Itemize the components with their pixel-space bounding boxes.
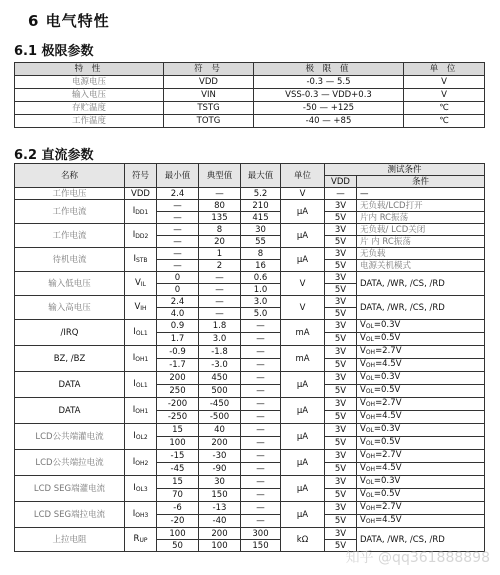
dc-header-vdd: VDD (325, 176, 357, 188)
dc-vdd: 3V (325, 346, 357, 359)
dc-max: — (241, 463, 281, 476)
dc-cond: 无负载/LCD打开 (357, 200, 485, 212)
limits-value: VSS-0.3 — VDD+0.3 (254, 89, 404, 102)
dc-typ: 200 (199, 528, 241, 540)
dc-cond: DATA, /WR, /CS, /RD (357, 272, 485, 296)
dc-min: -0.9 (157, 346, 199, 359)
dc-vdd: 3V (325, 528, 357, 540)
dc-cond: 无负载/ LCD关闭 (357, 224, 485, 236)
limits-row (15, 76, 485, 89)
dc-cond: $V_{OL}=0.3V$ (357, 372, 485, 385)
cond-subscript: OL (365, 375, 374, 382)
symbol-subscript: OH1 (135, 355, 149, 363)
dc-typ: 1 (199, 248, 241, 260)
dc-row (15, 296, 485, 308)
dc-typ: 30 (199, 476, 241, 489)
dc-min: -1.7 (157, 359, 199, 372)
dc-vdd: 5V (325, 333, 357, 346)
dc-vdd: 3V (325, 450, 357, 463)
dc-header-test: 测试条件 (325, 164, 485, 176)
dc-symbol: $I_{OL3}$ (125, 476, 157, 502)
dc-cond: 片 内 RC振荡 (357, 236, 485, 248)
limits-unit: V (404, 76, 485, 89)
cond-subscript: OL (365, 440, 374, 447)
dc-min: 2.4 (157, 188, 199, 200)
dc-vdd: 5V (325, 489, 357, 502)
dc-vdd: 3V (325, 224, 357, 236)
dc-typ: 8 (199, 224, 241, 236)
dc-min: 15 (157, 424, 199, 437)
dc-name: BZ, /BZ (15, 346, 125, 372)
dc-typ: -90 (199, 463, 241, 476)
dc-min: 0 (157, 284, 199, 296)
dc-vdd: 5V (325, 308, 357, 320)
dc-cond: $V_{OL}=0.3V$ (357, 424, 485, 437)
dc-max: 55 (241, 236, 281, 248)
dc-typ: 80 (199, 200, 241, 212)
dc-cond: $V_{OL}=0.5V$ (357, 385, 485, 398)
dc-cond: $V_{OH}=2.7V$ (357, 398, 485, 411)
dc-typ: -3.0 (199, 359, 241, 372)
dc-typ: -1.8 (199, 346, 241, 359)
cond-subscript: OH (365, 453, 376, 460)
symbol-subscript: OH1 (135, 407, 149, 415)
dc-typ: -500 (199, 411, 241, 424)
limits-name: 电源电压 (15, 76, 164, 89)
dc-min: 15 (157, 476, 199, 489)
dc-min: 250 (157, 385, 199, 398)
dc-vdd: 3V (325, 476, 357, 489)
dc-vdd: 3V (325, 424, 357, 437)
dc-max: — (241, 359, 281, 372)
dc-row (15, 224, 485, 236)
dc-unit: μA (281, 224, 325, 248)
dc-header-symbol: 符号 (125, 164, 157, 188)
cond-subscript: OL (365, 427, 374, 434)
cond-subscript: OH (365, 362, 376, 369)
dc-vdd: 3V (325, 200, 357, 212)
dc-vdd: 5V (325, 260, 357, 272)
dc-row (15, 272, 485, 284)
limits-symbol: VIN (164, 89, 254, 102)
dc-vdd: 3V (325, 272, 357, 284)
cond-subscript: OH (365, 505, 376, 512)
dc-min: -250 (157, 411, 199, 424)
dc-max: 300 (241, 528, 281, 540)
limits-unit: V (404, 89, 485, 102)
dc-unit: μA (281, 200, 325, 224)
dc-min: 100 (157, 437, 199, 450)
dc-cond: $V_{OH}=4.5V$ (357, 515, 485, 528)
symbol-subscript: OL1 (135, 381, 148, 389)
dc-min: — (157, 236, 199, 248)
limits-row (15, 89, 485, 102)
dc-cond: $V_{OH}=4.5V$ (357, 463, 485, 476)
dc-cond: $V_{OH}=2.7V$ (357, 346, 485, 359)
dc-cond: $V_{OH}=2.7V$ (357, 502, 485, 515)
dc-symbol: $I_{OH2}$ (125, 450, 157, 476)
dc-cond: — (357, 188, 485, 200)
dc-typ: 3.0 (199, 333, 241, 346)
dc-name: DATA (15, 372, 125, 398)
dc-max: — (241, 450, 281, 463)
dc-max: 0.6 (241, 272, 281, 284)
dc-min: 0.9 (157, 320, 199, 333)
dc-min: 0 (157, 272, 199, 284)
dc-max: — (241, 502, 281, 515)
limits-symbol: TOTG (164, 115, 254, 128)
dc-max: 16 (241, 260, 281, 272)
dc-unit: μA (281, 372, 325, 398)
dc-min: 70 (157, 489, 199, 502)
dc-vdd: 5V (325, 359, 357, 372)
dc-max: — (241, 385, 281, 398)
limits-symbol: TSTG (164, 102, 254, 115)
dc-name: LCD SEG端拉电流 (15, 502, 125, 528)
dc-typ: 100 (199, 540, 241, 552)
dc-typ: -30 (199, 450, 241, 463)
dc-name: 上拉电阻 (15, 528, 125, 552)
symbol-subscript: OL2 (135, 433, 148, 441)
dc-max: 30 (241, 224, 281, 236)
limits-header-cell: 极 限 值 (254, 63, 404, 76)
symbol-subscript: OL3 (135, 485, 148, 493)
dc-typ: 40 (199, 424, 241, 437)
dc-max: 3.0 (241, 296, 281, 308)
dc-unit: μA (281, 248, 325, 272)
dc-table (14, 163, 485, 552)
symbol-subscript: OH3 (135, 511, 149, 519)
dc-max: 1.0 (241, 284, 281, 296)
dc-typ: 500 (199, 385, 241, 398)
dc-vdd: 5V (325, 284, 357, 296)
dc-min: -200 (157, 398, 199, 411)
limits-header-row (15, 63, 485, 76)
dc-cond: $V_{OH}=2.7V$ (357, 450, 485, 463)
dc-min: — (157, 260, 199, 272)
dc-symbol: VDD (125, 188, 157, 200)
dc-row (15, 476, 485, 489)
dc-cond: 片内 RC振荡 (357, 212, 485, 224)
dc-typ: 1.8 (199, 320, 241, 333)
dc-typ: — (199, 188, 241, 200)
symbol-subscript: OL1 (135, 329, 148, 337)
limits-title: 6.1 极限参数 (14, 44, 94, 59)
section-title: 6 电气特性 (28, 12, 110, 30)
symbol-subscript: DD1 (135, 208, 149, 216)
dc-typ: 150 (199, 489, 241, 502)
dc-cond: 无负载 (357, 248, 485, 260)
dc-symbol: $V_{IL}$ (125, 272, 157, 296)
dc-max: — (241, 476, 281, 489)
dc-min: -6 (157, 502, 199, 515)
symbol-subscript: DD2 (135, 232, 149, 240)
dc-min: -15 (157, 450, 199, 463)
dc-unit: μA (281, 424, 325, 450)
watermark: 知乎 @qq361888898 (345, 550, 490, 566)
dc-cond: $V_{OL}=0.3V$ (357, 476, 485, 489)
dc-typ: 2 (199, 260, 241, 272)
dc-vdd: 3V (325, 248, 357, 260)
dc-min: 50 (157, 540, 199, 552)
dc-vdd: 3V (325, 502, 357, 515)
dc-name: LCD公共端灌电流 (15, 424, 125, 450)
dc-max: — (241, 515, 281, 528)
limits-value: -40 — +85 (254, 115, 404, 128)
limits-symbol: VDD (164, 76, 254, 89)
cond-subscript: OH (365, 414, 376, 421)
dc-unit: V (281, 296, 325, 320)
dc-min: — (157, 224, 199, 236)
dc-typ: -13 (199, 502, 241, 515)
dc-header-unit: 单位 (281, 164, 325, 188)
dc-name: 输入低电压 (15, 272, 125, 296)
dc-typ: — (199, 308, 241, 320)
dc-symbol: $V_{IH}$ (125, 296, 157, 320)
limits-value: -0.3 — 5.5 (254, 76, 404, 89)
dc-max: 150 (241, 540, 281, 552)
limits-value: -50 — +125 (254, 102, 404, 115)
dc-title: 6.2 直流参数 (14, 148, 94, 163)
dc-symbol: $R_{UP}$ (125, 528, 157, 552)
dc-cond: 电源关机模式 (357, 260, 485, 272)
dc-row (15, 528, 485, 540)
dc-name: 待机电流 (15, 248, 125, 272)
dc-row (15, 200, 485, 212)
dc-unit: μA (281, 502, 325, 528)
dc-unit: mA (281, 346, 325, 372)
dc-vdd: 3V (325, 320, 357, 333)
dc-cond: $V_{OH}=4.5V$ (357, 359, 485, 372)
cond-subscript: OH (365, 349, 376, 356)
dc-unit: mA (281, 320, 325, 346)
dc-max: — (241, 398, 281, 411)
dc-name: 工作电流 (15, 200, 125, 224)
dc-min: — (157, 212, 199, 224)
symbol-subscript: OH2 (135, 459, 149, 467)
dc-unit: V (281, 272, 325, 296)
dc-name: 工作电流 (15, 224, 125, 248)
dc-vdd: 5V (325, 540, 357, 552)
dc-typ: 20 (199, 236, 241, 248)
dc-vdd: 5V (325, 515, 357, 528)
dc-row (15, 188, 485, 200)
dc-typ: 450 (199, 372, 241, 385)
dc-vdd: 5V (325, 236, 357, 248)
dc-cond: DATA, /WR, /CS, /RD (357, 528, 485, 552)
dc-name: 输入高电压 (15, 296, 125, 320)
dc-min: 1.7 (157, 333, 199, 346)
dc-cond: $V_{OL}=0.3V$ (357, 320, 485, 333)
dc-header-cond: 条件 (357, 176, 485, 188)
dc-max: — (241, 346, 281, 359)
dc-min: 100 (157, 528, 199, 540)
dc-cond: $V_{OH}=4.5V$ (357, 411, 485, 424)
dc-max: — (241, 333, 281, 346)
dc-symbol: $I_{STB}$ (125, 248, 157, 272)
dc-max: — (241, 437, 281, 450)
dc-symbol: $I_{OL1}$ (125, 372, 157, 398)
cond-subscript: OL (365, 479, 374, 486)
dc-cond: $V_{OL}=0.5V$ (357, 437, 485, 450)
dc-vdd: 5V (325, 212, 357, 224)
dc-typ: — (199, 272, 241, 284)
dc-vdd: 3V (325, 372, 357, 385)
dc-max: 415 (241, 212, 281, 224)
dc-row (15, 450, 485, 463)
dc-max: 210 (241, 200, 281, 212)
limits-unit: ℃ (404, 115, 485, 128)
dc-min: 4.0 (157, 308, 199, 320)
symbol-subscript: UP (139, 536, 148, 544)
dc-symbol: $I_{OH1}$ (125, 398, 157, 424)
dc-symbol: $I_{OH3}$ (125, 502, 157, 528)
dc-symbol: $I_{OL2}$ (125, 424, 157, 450)
cond-subscript: OL (365, 323, 374, 330)
limits-row (15, 115, 485, 128)
dc-symbol: $I_{DD2}$ (125, 224, 157, 248)
dc-unit: μA (281, 398, 325, 424)
dc-typ: 200 (199, 437, 241, 450)
dc-max: — (241, 489, 281, 502)
dc-vdd: 5V (325, 437, 357, 450)
cond-subscript: OL (365, 336, 374, 343)
dc-symbol: $I_{DD1}$ (125, 200, 157, 224)
dc-min: -20 (157, 515, 199, 528)
cond-subscript: OL (365, 388, 374, 395)
dc-max: 5.0 (241, 308, 281, 320)
dc-min: 2.4 (157, 296, 199, 308)
dc-min: 200 (157, 372, 199, 385)
symbol-subscript: IH (140, 304, 147, 312)
dc-vdd: 3V (325, 398, 357, 411)
symbol-subscript: IL (140, 280, 146, 288)
dc-header-typ: 典型值 (199, 164, 241, 188)
dc-max: — (241, 372, 281, 385)
limits-unit: ℃ (404, 102, 485, 115)
dc-row (15, 398, 485, 411)
dc-header-min: 最小值 (157, 164, 199, 188)
dc-cond: DATA, /WR, /CS, /RD (357, 296, 485, 320)
limits-name: 工作温度 (15, 115, 164, 128)
dc-max: 8 (241, 248, 281, 260)
dc-unit: μA (281, 450, 325, 476)
dc-symbol: $I_{OH1}$ (125, 346, 157, 372)
limits-header-cell: 单 位 (404, 63, 485, 76)
dc-min: — (157, 248, 199, 260)
dc-row (15, 346, 485, 359)
dc-vdd: 5V (325, 411, 357, 424)
dc-vdd: 5V (325, 463, 357, 476)
limits-header-cell: 符 号 (164, 63, 254, 76)
dc-name: LCD SEG端灌电流 (15, 476, 125, 502)
dc-unit: kΩ (281, 528, 325, 552)
dc-name: /IRQ (15, 320, 125, 346)
dc-vdd: 5V (325, 385, 357, 398)
dc-typ: -40 (199, 515, 241, 528)
limits-header-cell: 特 性 (15, 63, 164, 76)
dc-typ: 135 (199, 212, 241, 224)
limits-name: 输入电压 (15, 89, 164, 102)
cond-subscript: OH (365, 518, 376, 525)
dc-header-name: 名称 (15, 164, 125, 188)
dc-max: — (241, 424, 281, 437)
dc-min: -45 (157, 463, 199, 476)
dc-cond: $V_{OL}=0.5V$ (357, 489, 485, 502)
dc-max: — (241, 411, 281, 424)
symbol-subscript: STB (135, 256, 148, 264)
dc-name: LCD公共端拉电流 (15, 450, 125, 476)
dc-row (15, 320, 485, 333)
dc-typ: -450 (199, 398, 241, 411)
limits-table (14, 62, 485, 128)
dc-row (15, 502, 485, 515)
dc-vdd: 3V (325, 296, 357, 308)
dc-typ: — (199, 284, 241, 296)
limits-row (15, 102, 485, 115)
dc-max: — (241, 320, 281, 333)
dc-max: 5.2 (241, 188, 281, 200)
dc-name: DATA (15, 398, 125, 424)
dc-row (15, 248, 485, 260)
limits-name: 存贮温度 (15, 102, 164, 115)
cond-subscript: OL (365, 492, 374, 499)
dc-cond: $V_{OL}=0.5V$ (357, 333, 485, 346)
dc-row (15, 424, 485, 437)
dc-vdd: — (325, 188, 357, 200)
dc-header-max: 最大值 (241, 164, 281, 188)
dc-symbol: $I_{OL1}$ (125, 320, 157, 346)
dc-name: 工作电压 (15, 188, 125, 200)
cond-subscript: OH (365, 401, 376, 408)
dc-row (15, 372, 485, 385)
dc-unit: μA (281, 476, 325, 502)
dc-typ: — (199, 296, 241, 308)
dc-unit: V (281, 188, 325, 200)
cond-subscript: OH (365, 466, 376, 473)
dc-min: — (157, 200, 199, 212)
